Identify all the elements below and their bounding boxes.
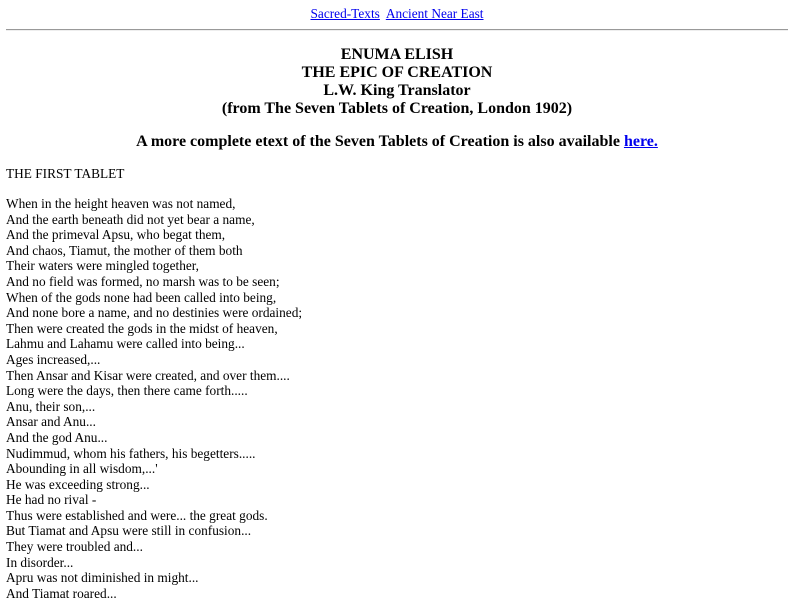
subtitle: THE EPIC OF CREATION [301, 64, 493, 81]
more-complete-note [6, 133, 788, 151]
tablet-heading: THE FIRST TABLET [6, 166, 125, 181]
poem-line: When in the height heaven was not named, [6, 196, 236, 211]
poem-line: They were troubled and... [6, 539, 143, 555]
poem-line: He had no rival - [6, 492, 97, 508]
poem-line: Ansar and Anu... [6, 414, 96, 430]
poem-line: And none bore a name, and no destinies were ordained; [6, 305, 303, 321]
poem-line: And Tiamat roared... [6, 585, 117, 601]
source: (from The Seven Tablets of Creation, London 1902) [221, 100, 573, 117]
poem-line: Then were created the gods in the midst of heaven, [6, 320, 278, 336]
page-title: ENUMA ELISH [340, 46, 454, 63]
poem-line: Thus were established and were... the great gods. [6, 507, 268, 523]
translator: L.W. King Translator [323, 82, 471, 99]
nav-link-ancient-near-east[interactable]: Ancient Near East [385, 6, 484, 21]
poem-line: Then Ansar and Kisar were created, and over them.... [6, 367, 290, 383]
nav-link-sacred-texts[interactable]: Sacred-Texts [310, 6, 380, 21]
poem-line: And the earth beneath did not yet bear a name, [6, 211, 255, 227]
top-nav [6, 0, 788, 22]
poem [6, 196, 788, 601]
poem-line: And chaos, Tiamut, the mother of them both [6, 242, 243, 258]
poem-line: Anu, their son,... [6, 398, 96, 414]
poem-line: Long were the days, then there came forth..... [6, 383, 248, 399]
poem-line: Abounding in all wisdom,...' [6, 461, 158, 477]
title-block [6, 46, 788, 118]
poem-line: And no field was formed, no marsh was to be seen; [6, 273, 280, 289]
poem-line: He was exceeding strong... [6, 476, 150, 492]
poem-line: Ages increased,... [6, 351, 101, 367]
poem-line: Nudimmud, whom his fathers, his begetters..... [6, 445, 256, 461]
more-text: A more complete etext of the Seven Tablets of Creation is also available [136, 133, 624, 150]
poem-line: Apru was not diminished in might... [6, 570, 199, 586]
poem-line: But Tiamat and Apsu were still in confusion... [6, 523, 252, 539]
poem-line: Their waters were mingled together, [6, 258, 200, 274]
divider [6, 29, 788, 31]
poem-line: Lahmu and Lahamu were called into being... [6, 336, 245, 352]
poem-line: And the primeval Apsu, who begat them, [6, 227, 226, 243]
poem-line: When of the gods none had been called into being, [6, 289, 277, 305]
poem-line: And the god Anu... [6, 429, 108, 445]
poem-line: In disorder... [6, 554, 74, 570]
here-link[interactable]: here. [623, 133, 658, 150]
